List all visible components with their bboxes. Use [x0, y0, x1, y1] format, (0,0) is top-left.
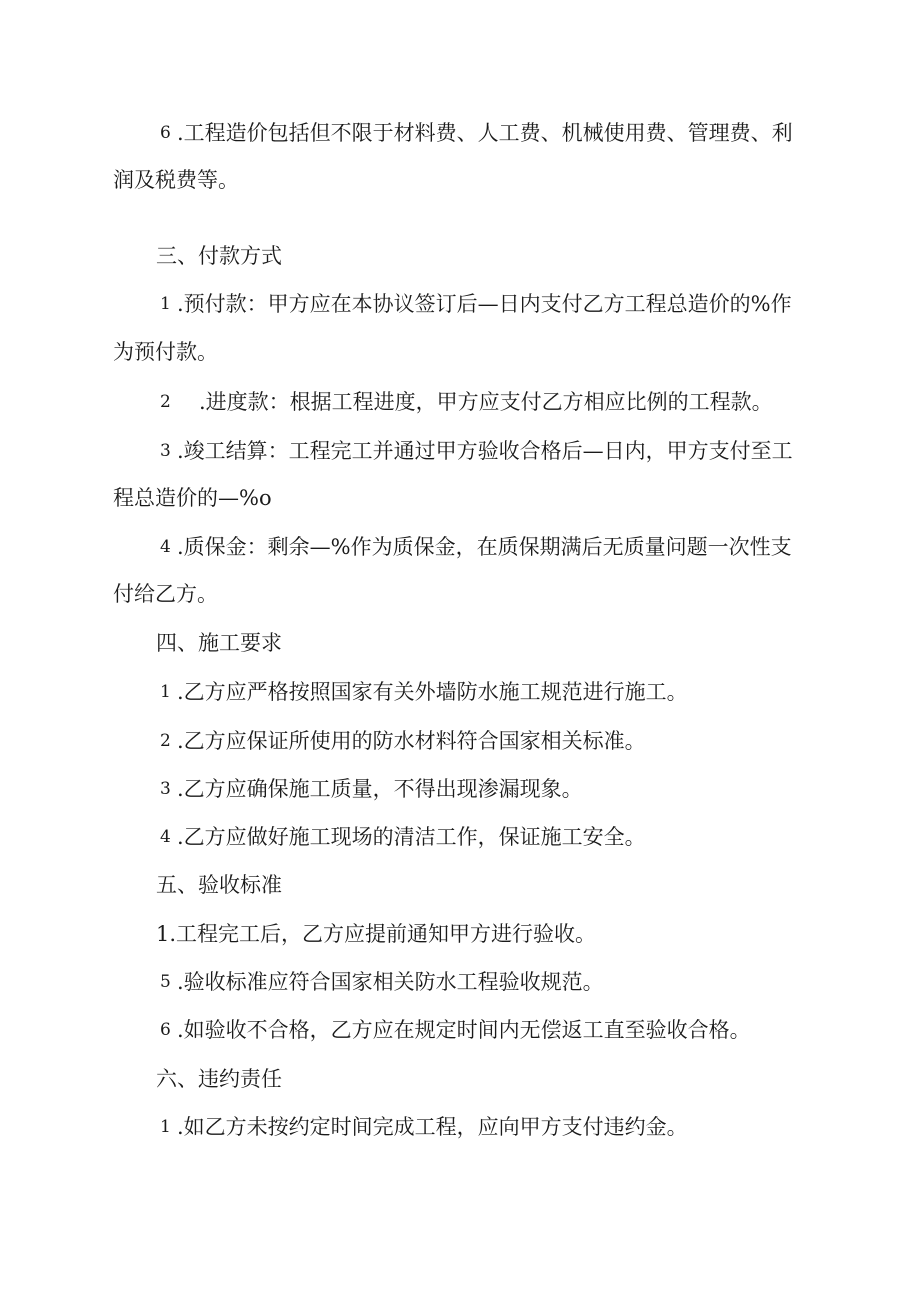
section-heading-text: 六、违约责任 — [156, 1067, 282, 1091]
item-number: 2 — [160, 392, 171, 412]
item-text: .竣工结算：工程完工并通过甲方验收合格后—日内，甲方支付至工 — [177, 439, 793, 463]
item-text: .乙方应确保施工质量，不得出现渗漏现象。 — [177, 777, 583, 801]
item-number: 1 — [160, 1117, 171, 1137]
item-number: 4 — [160, 827, 171, 847]
item-text: .如乙方未按约定时间完成工程，应向甲方支付违约金。 — [177, 1115, 688, 1139]
item-text: .工程造价包括但不限于材料费、人工费、机械使用费、管理费、利 — [177, 121, 793, 145]
item-text: .乙方应保证所使用的防水材料符合国家相关标准。 — [177, 729, 646, 753]
item-text: .乙方应严格按照国家有关外墙防水施工规范进行施工。 — [177, 680, 688, 704]
section-heading-text: 五、验收标准 — [156, 873, 282, 897]
item-text: .乙方应做好施工现场的清洁工作，保证施工安全。 — [177, 825, 646, 849]
item-text: 1.工程完工后，乙方应提前通知甲方进行验收。 — [156, 922, 597, 946]
item-text: .质保金：剩余—%作为质保金，在质保期满后无质量问题一次性支 — [177, 535, 792, 559]
item-number: 3 — [160, 441, 171, 461]
section-heading-text: 三、付款方式 — [156, 244, 282, 268]
item-text: .进度款：根据工程进度，甲方应支付乙方相应比例的工程款。 — [199, 390, 773, 414]
item-number: 2 — [160, 731, 171, 751]
item-text: .验收标准应符合国家相关防水工程验收规范。 — [177, 970, 604, 994]
item-text-continued: 为预付款。 — [113, 340, 218, 364]
item-number: 5 — [160, 972, 171, 992]
section-heading-text: 四、施工要求 — [156, 631, 282, 655]
item-number: 6 — [160, 1020, 171, 1040]
item-number: 6 — [160, 123, 171, 143]
item-text: .预付款：甲方应在本协议签订后—日内支付乙方工程总造价的%作 — [177, 292, 792, 316]
item-text-continued: 润及税费等。 — [113, 168, 239, 192]
item-text: .如验收不合格，乙方应在规定时间内无偿返工直至验收合格。 — [177, 1018, 751, 1042]
item-number: 1 — [160, 294, 171, 314]
item-text-continued: 程总造价的—%o — [113, 486, 272, 510]
item-text-continued: 付给乙方。 — [113, 582, 218, 606]
item-number: 4 — [160, 537, 171, 557]
item-number: 3 — [160, 779, 171, 799]
item-number: 1 — [160, 682, 171, 702]
